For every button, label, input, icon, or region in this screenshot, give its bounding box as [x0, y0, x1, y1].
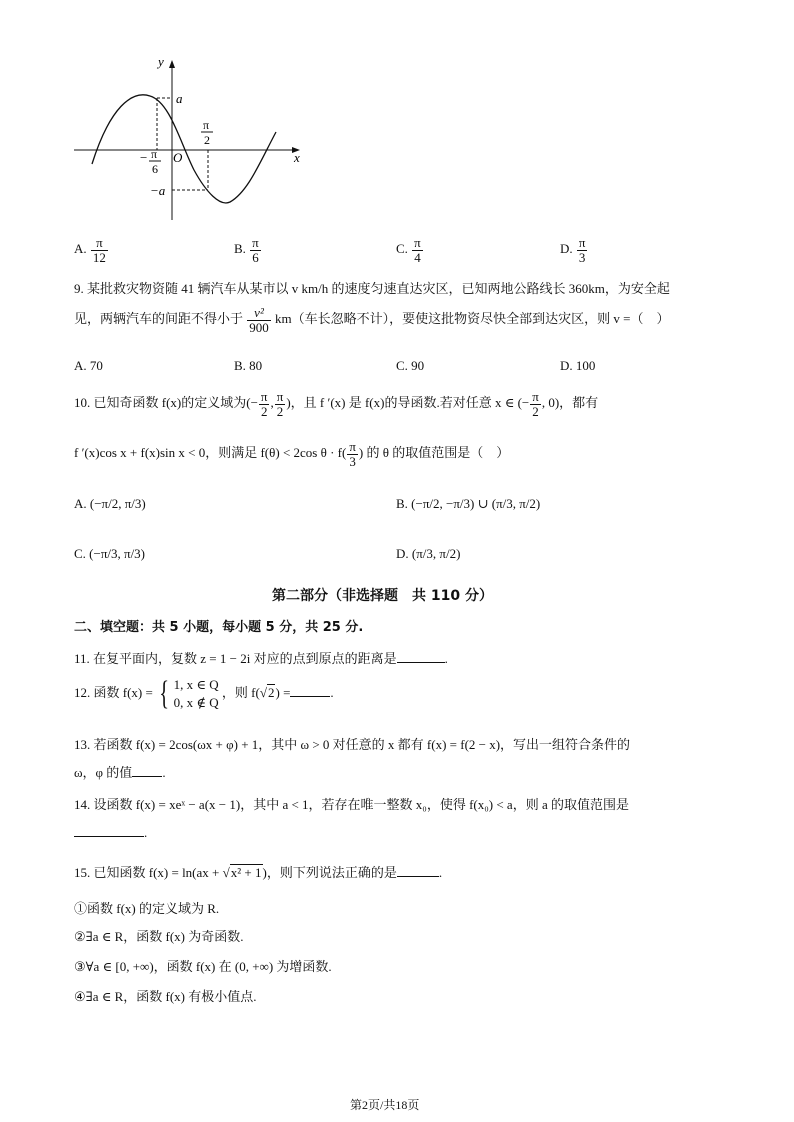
label-pi-top-1: π — [151, 147, 158, 161]
q9-option-d[interactable]: D. 100 — [560, 358, 596, 373]
q13-line1: 13. 若函数 f(x) = 2cos(ωx + φ) + 1，其中 ω > 0 对任意的 x 都有 f(x) = f(2 − x)，写出一组符合条件的 — [74, 737, 631, 752]
q8-option-fraction — [577, 236, 588, 264]
fraction-den: 2 — [276, 403, 284, 419]
q12 — [74, 676, 334, 712]
q8-option-letter: A. — [74, 241, 87, 257]
q10-frac-pi2 — [530, 390, 541, 418]
q10-line1: 10. 已知奇函数 f(x)的定义域为(− $\frac{\pi}{2}$ , $\frac{\pi}{2}$ )，且 f ′(x) 是 f(x)的导函数.若对任意 x ∈ (− $\frac{\pi}{2}$ , 0)，都有 — [74, 389, 599, 419]
fraction-num: π — [578, 235, 586, 250]
q9-line2 — [74, 306, 669, 334]
q15-item-1: ①函数 f(x) 的定义域为 R. — [74, 901, 220, 916]
part2-title: 第二部分（非选择题 共 110 分） — [272, 588, 493, 604]
q10-option-b[interactable]: B. (−π/2, −π/3) ∪ (π/3, π/2) — [396, 496, 541, 511]
q10-frac-pi3 — [347, 440, 358, 468]
label-den-6: 6 — [152, 162, 158, 176]
q13-end: . — [162, 765, 166, 780]
fraction-den: 6 — [252, 249, 259, 265]
q8-option-fraction — [412, 236, 423, 264]
label-O: O — [173, 150, 183, 165]
q13-line2-text: ω，φ 的值 — [74, 765, 133, 780]
q12-mid: ，则 f( — [221, 684, 260, 700]
q8-option-d[interactable] — [560, 236, 588, 264]
q15-item-4: ④∃a ∈ R，函数 f(x) 有极小值点. — [74, 989, 257, 1004]
q13-line2 — [74, 762, 166, 781]
q10-frac-pi2 — [275, 390, 286, 418]
q15-end: . — [438, 865, 443, 880]
q12-cases — [174, 676, 219, 712]
fraction-num: π — [91, 236, 108, 251]
q9-line1: 9. 某批救灾物资随 41 辆汽车从某市以 v km/h 的速度匀速直达灾区，已知两地公路线长 360km，为安全起 — [74, 281, 670, 296]
fraction-num: π — [252, 235, 259, 250]
q9-line2-a: 见，两辆汽车的间距不得小于 — [74, 311, 244, 327]
q8-option-fraction — [91, 236, 108, 264]
sqrt-icon: √ — [222, 865, 230, 880]
q12-prefix: 12. 函数 f(x) = — [74, 684, 153, 700]
q14-end: . — [144, 825, 148, 840]
fraction-den: 12 — [92, 249, 106, 265]
q14-line2 — [74, 824, 147, 841]
q10-frac-pi2 — [259, 390, 270, 418]
q9-option-b[interactable]: B. 80 — [234, 358, 263, 373]
sine-graph-figure — [70, 52, 310, 232]
q12-brace: { — [159, 675, 170, 712]
q10-line2-a: f ′(x)cos x + f(x)sin x < 0，则满足 f(θ) < 2cos θ · f( — [74, 445, 347, 461]
q11 — [74, 648, 448, 667]
q8-option-c[interactable] — [396, 236, 424, 264]
q8-option-a[interactable] — [74, 236, 109, 264]
q12-case2: 0, x ∉ Q — [173, 695, 219, 710]
q15-item-2: ②∃a ∈ R，函数 f(x) 为奇函数. — [74, 929, 244, 944]
q13-answer-blank[interactable] — [132, 764, 162, 777]
label-neg-a: −a — [150, 183, 166, 198]
label-den-2: 2 — [204, 133, 210, 147]
q10-option-a[interactable]: A. (−π/2, π/3) — [74, 496, 146, 511]
q15-answer-blank[interactable] — [397, 864, 439, 877]
q10-option-d[interactable]: D. (π/3, π/2) — [396, 546, 461, 561]
q10-line2-b: ) 的 θ 的取值范围是（ ） — [358, 445, 510, 461]
q10-line1-c: , 0)，都有 — [541, 395, 599, 411]
y-axis-arrow — [169, 60, 175, 68]
label-y: y — [158, 54, 164, 69]
q8-option-letter: D. — [560, 241, 573, 257]
q10-line1-b: )，且 f ′(x) 是 f(x)的导函数.若对任意 x ∈ (− — [286, 395, 530, 411]
fraction-num: π — [532, 389, 539, 404]
fraction-num: π — [414, 235, 421, 250]
fraction-den: 3 — [578, 249, 586, 265]
q12-suffix: ) = — [275, 684, 291, 700]
q15-prefix: 15. 已知函数 f(x) = ln(ax + — [74, 865, 223, 880]
q11-answer-blank[interactable] — [397, 650, 445, 663]
q10-line1-a: 10. 已知奇函数 f(x)的定义域为(− — [74, 395, 258, 411]
label-minus: − — [140, 150, 148, 165]
fraction-den: 2 — [260, 403, 268, 419]
page-footer: 第2页/共18页 — [350, 1098, 420, 1112]
q9-option-a[interactable]: A. 70 — [74, 358, 103, 373]
q10-line2 — [74, 440, 509, 468]
part2-section-heading: 二、填空题：共 5 小题，每小题 5 分，共 25 分. — [74, 620, 364, 635]
q10-option-c[interactable]: C. (−π/3, π/3) — [74, 546, 146, 561]
q15-item-3: ③∀a ∈ [0, +∞)，函数 f(x) 在 (0, +∞) 为增函数. — [74, 959, 332, 974]
q8-option-letter: C. — [396, 241, 408, 257]
fraction-num: π — [260, 389, 268, 404]
q8-option-fraction — [250, 236, 261, 264]
q8-option-letter: B. — [234, 241, 246, 257]
sqrt-icon: √ — [259, 684, 267, 700]
fraction-num: π — [276, 389, 284, 404]
sine-curve — [92, 95, 276, 203]
q15-suffix: )，则下列说法正确的是 — [262, 865, 397, 880]
label-pi-top-2: π — [203, 118, 210, 132]
fraction-den: 2 — [532, 403, 539, 419]
fraction-den: 3 — [349, 453, 356, 469]
q15 — [74, 862, 442, 881]
label-a: a — [176, 91, 183, 106]
q12-end: . — [330, 684, 334, 700]
q9-fraction — [247, 306, 271, 334]
q8-option-b[interactable] — [234, 236, 262, 264]
q11-end: . — [444, 651, 448, 666]
q9-line2-b: km（车长忽略不计），要使这批物资尽快全部到达灾区，则 v =（ ） — [275, 311, 670, 327]
fraction-num: v² — [247, 306, 271, 321]
fraction-den: 4 — [414, 249, 421, 265]
fraction-num: π — [349, 439, 356, 454]
fraction-den: 900 — [249, 319, 269, 335]
q12-case1: 1, x ∈ Q — [173, 677, 219, 692]
q15-sqrt: x² + 1 — [230, 865, 262, 880]
q11-text: 11. 在复平面内，复数 z = 1 − 2i 对应的点到原点的距离是 — [74, 651, 397, 666]
q14-line1: 14. 设函数 f(x) = xeˣ − a(x − 1)，其中 a < 1，若存在唯一整数 x₀，使得 f(x₀) < a，则 a 的取值范围是 — [74, 797, 629, 812]
q14-answer-blank[interactable] — [74, 824, 144, 837]
q12-answer-blank[interactable] — [290, 684, 330, 697]
q9-option-c[interactable]: C. 90 — [396, 358, 425, 373]
q12-sqrt: 2 — [267, 684, 275, 700]
label-x: x — [294, 150, 300, 165]
